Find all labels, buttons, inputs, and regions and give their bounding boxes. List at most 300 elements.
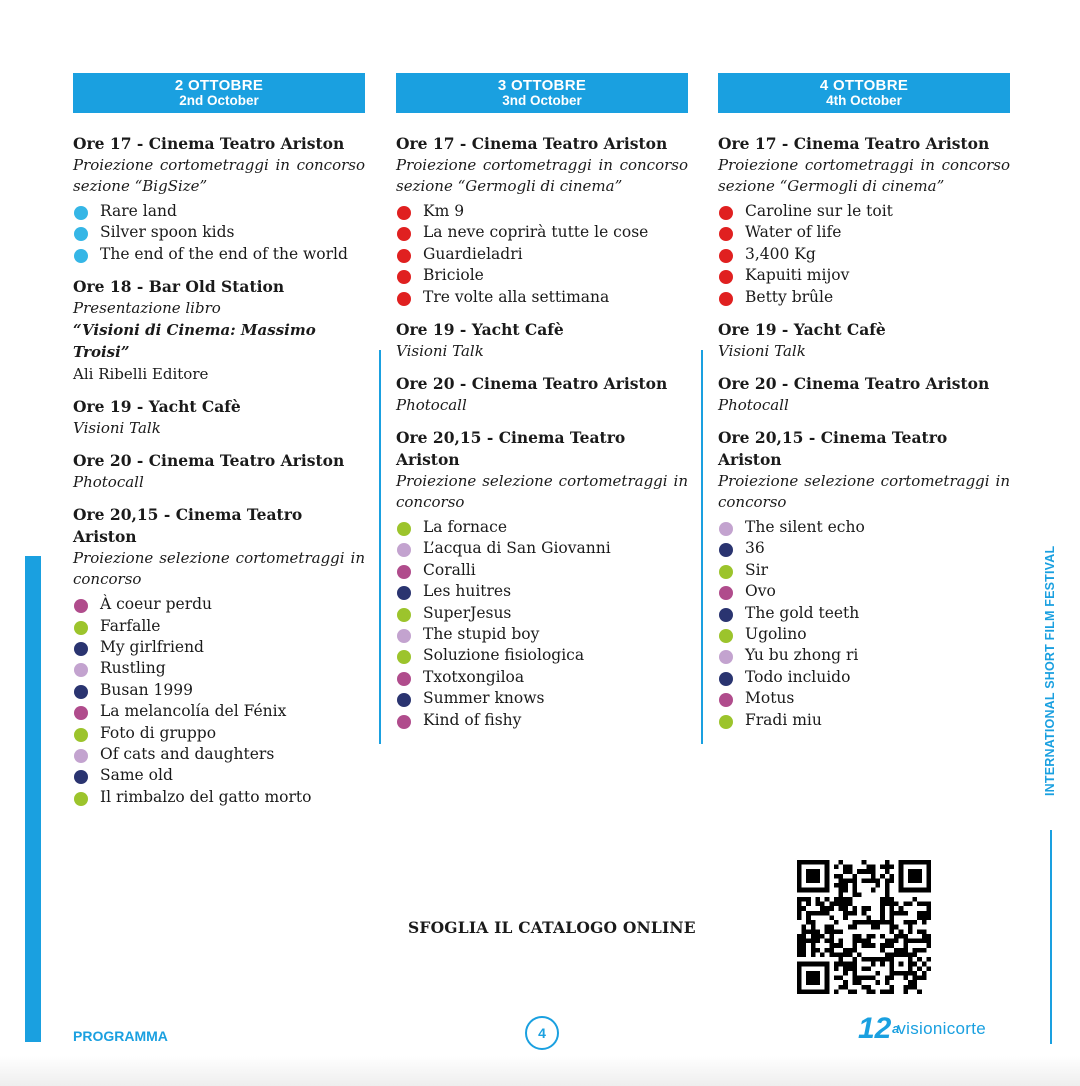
qr-module <box>825 948 830 953</box>
qr-module <box>829 943 834 948</box>
event-description: Presentazione libro <box>73 299 221 318</box>
qr-module <box>797 939 802 944</box>
qr-module <box>839 952 844 957</box>
qr-module <box>802 925 807 930</box>
qr-module <box>922 929 927 934</box>
qr-module <box>848 869 853 874</box>
left-accent-bar <box>25 556 41 1042</box>
qr-module <box>885 860 890 865</box>
qr-module <box>839 985 844 990</box>
qr-module <box>802 952 807 957</box>
film-item <box>718 244 1010 265</box>
qr-module <box>829 906 834 911</box>
qr-module <box>848 897 853 902</box>
film-item <box>73 244 365 265</box>
qr-module <box>926 966 931 971</box>
film-item <box>73 637 365 658</box>
film-item <box>73 765 365 786</box>
qr-module <box>862 860 867 865</box>
film-title: Guardieladri <box>423 244 523 263</box>
film-item <box>718 710 1010 731</box>
qr-module <box>862 966 867 971</box>
qr-module <box>797 948 802 953</box>
film-title: Txotxongiloa <box>423 667 525 686</box>
qr-module <box>848 865 853 870</box>
film-item <box>718 624 1010 645</box>
film-title: Busan 1999 <box>100 680 193 699</box>
qr-module <box>917 929 922 934</box>
film-title: Kind of fishy <box>423 710 522 729</box>
qr-module <box>852 971 857 976</box>
film-item <box>396 265 688 286</box>
bottom-shadow <box>0 1056 1080 1086</box>
qr-module <box>926 943 931 948</box>
qr-module <box>885 952 890 957</box>
qr-module <box>839 957 844 962</box>
bullet-dot <box>397 629 411 643</box>
event-title: Ore 20,15 - Cinema Teatro Ariston <box>73 505 303 547</box>
event-description: Proiezione selezione cortometraggi in concorso <box>396 472 688 512</box>
qr-module <box>871 976 876 981</box>
day-column-2-october <box>73 73 365 819</box>
qr-module <box>834 943 839 948</box>
event-block <box>718 373 1010 416</box>
qr-module <box>903 939 908 944</box>
qr-module <box>852 874 857 879</box>
qr-module <box>852 957 857 962</box>
qr-module <box>885 892 890 897</box>
film-item <box>396 244 688 265</box>
qr-module <box>834 952 839 957</box>
event-block <box>396 373 688 416</box>
event-description: Visioni Talk <box>718 342 806 361</box>
qr-module <box>834 883 839 888</box>
qr-module <box>894 911 899 916</box>
qr-code-icon[interactable] <box>797 860 931 994</box>
event-description: Photocall <box>718 396 789 415</box>
film-list <box>718 517 1010 731</box>
qr-module <box>802 948 807 953</box>
qr-module <box>880 943 885 948</box>
qr-module <box>834 865 839 870</box>
qr-module <box>852 980 857 985</box>
qr-module <box>889 906 894 911</box>
qr-module <box>889 874 894 879</box>
qr-module <box>857 939 862 944</box>
logo-superscript: a <box>892 1021 900 1036</box>
qr-module <box>889 865 894 870</box>
qr-module <box>880 962 885 967</box>
film-item <box>396 517 688 538</box>
qr-module <box>889 920 894 925</box>
qr-module <box>848 878 853 883</box>
bullet-dot <box>74 249 88 263</box>
qr-module <box>852 966 857 971</box>
bullet-dot <box>397 672 411 686</box>
bullet-dot <box>397 270 411 284</box>
film-item <box>718 287 1010 308</box>
event-title: Ore 18 - Bar Old Station <box>73 277 285 297</box>
qr-module <box>899 906 904 911</box>
film-title: Rare land <box>100 202 177 220</box>
qr-module <box>880 865 885 870</box>
film-title: Rustling <box>100 659 166 678</box>
qr-module <box>839 874 844 879</box>
qr-module <box>852 989 857 994</box>
qr-module <box>829 902 834 907</box>
film-title: Km 9 <box>423 202 465 220</box>
qr-module <box>917 976 922 981</box>
bullet-dot <box>397 206 411 220</box>
qr-module <box>820 952 825 957</box>
film-title: Silver spoon kids <box>100 223 235 242</box>
festival-side-label: INTERNATIONAL SHORT FILM FESTIVAL <box>1043 545 1057 796</box>
qr-module <box>908 902 913 907</box>
qr-module <box>843 911 848 916</box>
qr-module <box>889 925 894 930</box>
qr-module <box>913 962 918 967</box>
event-title: Ore 19 - Yacht Cafè <box>396 320 564 340</box>
film-title: Water of life <box>745 223 842 242</box>
film-item <box>73 723 365 744</box>
qr-module <box>811 934 816 939</box>
bullet-dot <box>397 586 411 600</box>
qr-module <box>889 985 894 990</box>
film-item <box>396 222 688 243</box>
qr-module <box>857 980 862 985</box>
qr-module <box>829 929 834 934</box>
qr-module <box>839 939 844 944</box>
qr-module <box>889 943 894 948</box>
film-title: 3,400 Kg <box>745 244 816 263</box>
bullet-dot <box>719 586 733 600</box>
event-description: Proiezione cortometraggi in concorso sezione “Germogli di cinema” <box>718 156 1010 195</box>
qr-module <box>871 878 876 883</box>
qr-module <box>815 911 820 916</box>
qr-module <box>871 957 876 962</box>
qr-module <box>820 902 825 907</box>
qr-module <box>862 976 867 981</box>
qr-module <box>885 897 890 902</box>
film-item <box>73 701 365 722</box>
event-title: Ore 20 - Cinema Teatro Ariston <box>718 374 990 394</box>
qr-module <box>829 934 834 939</box>
film-item <box>396 624 688 645</box>
event-description: Visioni Talk <box>396 342 484 361</box>
qr-module <box>843 888 848 893</box>
qr-module <box>903 911 908 916</box>
qr-module <box>903 976 908 981</box>
film-title: SuperJesus <box>423 603 512 622</box>
page-number: 4 <box>525 1016 559 1050</box>
qr-module <box>839 883 844 888</box>
event-block <box>396 427 688 731</box>
qr-module <box>852 920 857 925</box>
event-description: Photocall <box>396 396 467 415</box>
qr-module <box>889 976 894 981</box>
date-italian: 2 OTTOBRE <box>174 77 264 94</box>
event-title: Ore 17 - Cinema Teatro Ariston <box>73 134 345 153</box>
film-title: Summer knows <box>423 689 545 708</box>
qr-module <box>866 957 871 962</box>
date-english: 2nd October <box>179 93 259 108</box>
qr-module <box>839 897 844 902</box>
event-title: Ore 20 - Cinema Teatro Ariston <box>73 451 345 471</box>
qr-module <box>843 906 848 911</box>
qr-module <box>866 920 871 925</box>
qr-module <box>885 989 890 994</box>
film-title: Ugolino <box>745 625 807 644</box>
qr-module <box>806 869 820 883</box>
bullet-dot <box>397 227 411 241</box>
qr-module <box>903 943 908 948</box>
column-divider <box>701 350 703 744</box>
event-block <box>396 133 688 308</box>
bullet-dot <box>719 715 733 729</box>
film-item <box>396 710 688 731</box>
film-title: Tre volte alla settimana <box>423 287 610 306</box>
bullet-dot <box>719 693 733 707</box>
publisher: Ali Ribelli Editore <box>73 365 209 384</box>
qr-module <box>922 962 927 967</box>
qr-module <box>922 920 927 925</box>
qr-module <box>889 897 894 902</box>
qr-module <box>913 971 918 976</box>
event-block <box>73 276 365 385</box>
qr-module <box>852 962 857 967</box>
qr-module <box>871 869 876 874</box>
film-item <box>396 287 688 308</box>
qr-module <box>866 869 871 874</box>
logo-wordmark: visionicorte <box>897 1019 987 1038</box>
event-block <box>718 427 1010 731</box>
qr-module <box>922 911 927 916</box>
qr-module <box>825 925 830 930</box>
film-title: Fradi miu <box>745 710 822 729</box>
qr-module <box>885 869 890 874</box>
qr-module <box>917 939 922 944</box>
event-description: Proiezione selezione cortometraggi in concorso <box>73 549 365 589</box>
qr-module <box>885 865 890 870</box>
qr-module <box>894 948 899 953</box>
qr-module <box>815 897 820 902</box>
qr-module <box>922 934 927 939</box>
qr-module <box>885 957 890 962</box>
film-list <box>396 201 688 308</box>
bullet-dot <box>74 728 88 742</box>
bullet-dot <box>719 672 733 686</box>
qr-module <box>843 985 848 990</box>
qr-module <box>885 878 890 883</box>
qr-module <box>876 920 881 925</box>
qr-module <box>839 860 844 865</box>
bullet-dot <box>397 522 411 536</box>
qr-module <box>815 902 820 907</box>
qr-module <box>926 911 931 916</box>
qr-module <box>866 989 871 994</box>
catalog-online-link[interactable]: SFOGLIA IL CATALOGO ONLINE <box>408 918 696 937</box>
qr-module <box>866 976 871 981</box>
event-block <box>396 319 688 362</box>
qr-module <box>839 906 844 911</box>
qr-module <box>806 897 811 902</box>
qr-module <box>871 865 876 870</box>
film-title: Il rimbalzo del gatto morto <box>100 787 312 806</box>
film-item <box>396 688 688 709</box>
film-item <box>718 201 1010 222</box>
date-header <box>718 73 1010 113</box>
film-title: Motus <box>745 689 795 708</box>
event-block <box>718 133 1010 308</box>
qr-module <box>899 929 904 934</box>
qr-module <box>885 920 890 925</box>
qr-module <box>834 897 839 902</box>
qr-module <box>862 878 867 883</box>
qr-module <box>885 883 890 888</box>
qr-module <box>848 952 853 957</box>
qr-module <box>913 897 918 902</box>
qr-module <box>876 883 881 888</box>
qr-module <box>871 989 876 994</box>
qr-module <box>889 939 894 944</box>
qr-module <box>834 920 839 925</box>
bullet-dot <box>719 227 733 241</box>
qr-module <box>829 915 834 920</box>
film-item <box>718 538 1010 559</box>
qr-module <box>885 902 890 907</box>
film-item <box>718 603 1010 624</box>
qr-module <box>843 883 848 888</box>
qr-module <box>908 869 922 883</box>
bullet-dot <box>719 522 733 536</box>
qr-module <box>926 934 931 939</box>
qr-module <box>889 902 894 907</box>
qr-module <box>913 976 918 981</box>
bullet-dot <box>74 706 88 720</box>
film-item <box>73 744 365 765</box>
film-title: My girlfriend <box>100 638 204 657</box>
qr-module <box>852 943 857 948</box>
event-title: Ore 17 - Cinema Teatro Ariston <box>396 134 668 153</box>
qr-module <box>852 888 857 893</box>
day-column-4-october <box>718 73 1010 742</box>
bullet-dot <box>74 642 88 656</box>
qr-module <box>926 902 931 907</box>
qr-module <box>848 948 853 953</box>
qr-module <box>825 897 830 902</box>
date-header <box>396 73 688 113</box>
film-title: À coeur perdu <box>100 595 213 614</box>
film-title: L’acqua di San Giovanni <box>423 539 611 558</box>
qr-module <box>866 943 871 948</box>
qr-module <box>871 943 876 948</box>
qr-module <box>922 902 927 907</box>
bullet-dot <box>719 629 733 643</box>
qr-module <box>889 989 894 994</box>
qr-module <box>806 920 811 925</box>
qr-module <box>880 989 885 994</box>
qr-module <box>820 911 825 916</box>
qr-module <box>852 925 857 930</box>
qr-module <box>885 976 890 981</box>
qr-module <box>797 943 802 948</box>
film-title: The stupid boy <box>423 625 540 644</box>
bullet-dot <box>719 270 733 284</box>
qr-module <box>825 906 830 911</box>
section-label: PROGRAMMA <box>73 1028 168 1044</box>
qr-module <box>913 920 918 925</box>
qr-module <box>866 985 871 990</box>
qr-module <box>848 966 853 971</box>
qr-module <box>797 934 802 939</box>
film-title: Todo incluido <box>745 667 851 686</box>
qr-module <box>871 920 876 925</box>
qr-module <box>880 897 885 902</box>
qr-module <box>825 929 830 934</box>
qr-module <box>880 911 885 916</box>
right-accent-line <box>1050 830 1052 1044</box>
qr-module <box>829 948 834 953</box>
qr-module <box>876 878 881 883</box>
film-title: Ovo <box>745 582 776 601</box>
qr-module <box>894 939 899 944</box>
qr-module <box>802 906 807 911</box>
qr-module <box>889 911 894 916</box>
qr-module <box>903 902 908 907</box>
bullet-dot <box>74 685 88 699</box>
qr-module <box>802 934 807 939</box>
qr-module <box>917 902 922 907</box>
film-title: La fornace <box>423 518 508 537</box>
qr-module <box>843 971 848 976</box>
qr-module <box>802 897 807 902</box>
qr-module <box>848 925 853 930</box>
film-title: The gold teeth <box>745 603 860 622</box>
qr-module <box>843 962 848 967</box>
column-divider <box>379 350 381 744</box>
qr-module <box>843 902 848 907</box>
film-title: La melancolía del Fénix <box>100 702 287 721</box>
film-item <box>73 616 365 637</box>
film-title: Of cats and daughters <box>100 745 275 764</box>
qr-module <box>829 939 834 944</box>
date-header <box>73 73 365 113</box>
bullet-dot <box>719 292 733 306</box>
qr-module <box>797 902 802 907</box>
film-item <box>73 201 365 222</box>
event-description: Proiezione selezione cortometraggi in concorso <box>718 472 1010 512</box>
film-item <box>718 222 1010 243</box>
film-item <box>73 222 365 243</box>
qr-module <box>917 957 922 962</box>
qr-module <box>852 878 857 883</box>
qr-module <box>926 915 931 920</box>
film-item <box>718 645 1010 666</box>
film-item <box>73 658 365 679</box>
film-item <box>718 688 1010 709</box>
film-item <box>396 603 688 624</box>
qr-module <box>862 939 867 944</box>
qr-module <box>917 911 922 916</box>
qr-module <box>876 971 881 976</box>
qr-module <box>926 906 931 911</box>
qr-module <box>871 925 876 930</box>
qr-module <box>843 878 848 883</box>
qr-module <box>815 948 820 953</box>
qr-module <box>926 957 931 962</box>
bullet-dot <box>74 206 88 220</box>
qr-module <box>880 957 885 962</box>
